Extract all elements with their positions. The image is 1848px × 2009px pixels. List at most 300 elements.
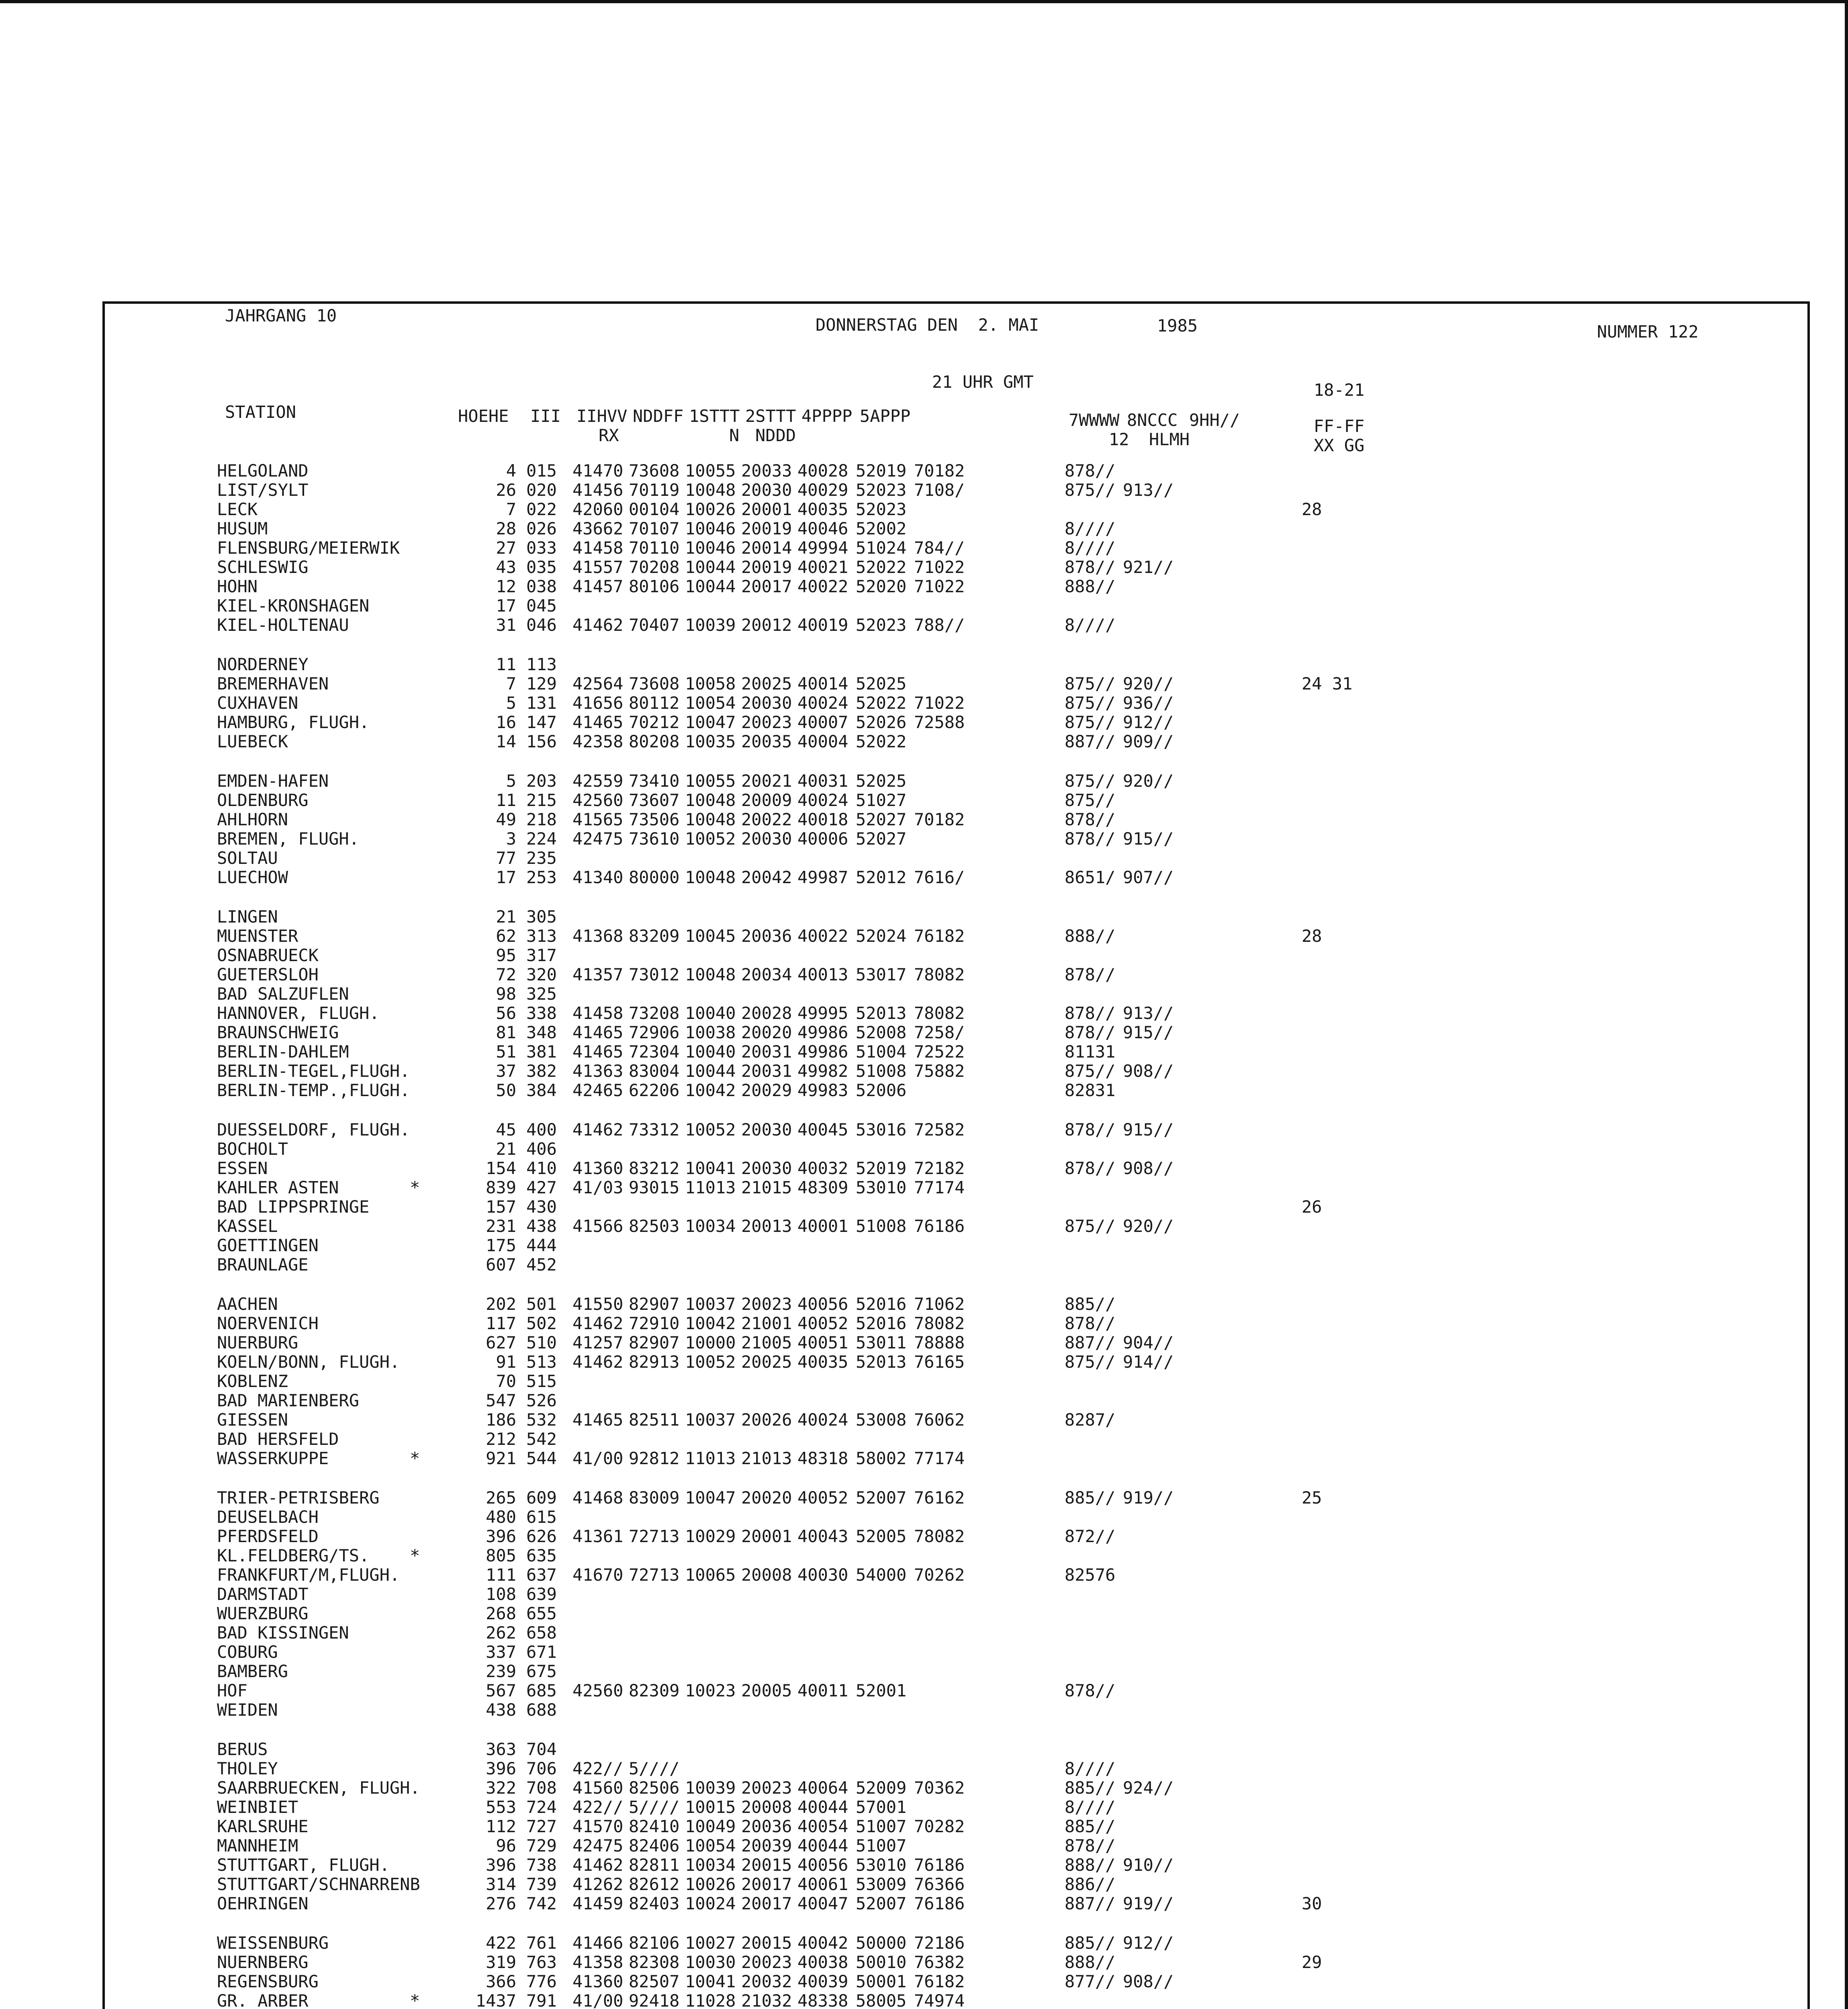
group-2sttt: 21032	[741, 1991, 792, 2009]
station-height: 186	[486, 1410, 516, 1430]
group-1sttt: 10042	[685, 1080, 736, 1100]
group-5appp: 52027	[856, 810, 907, 829]
group-8nccc: 885//	[1065, 1933, 1116, 1953]
table-row	[0, 868, 1848, 887]
group-4pppp: 40046	[797, 519, 848, 538]
group-5appp: 52001	[856, 1681, 907, 1700]
issue-number: NUMMER 122	[1597, 322, 1699, 342]
group-8nccc: 885//	[1065, 1817, 1116, 1836]
group-8nccc: 875//	[1065, 1216, 1116, 1236]
group-nddff: 5////	[629, 1797, 680, 1817]
station-index: 430	[526, 1197, 557, 1217]
group-nddff: 82507	[629, 1972, 680, 1991]
group-1sttt: 10037	[685, 1410, 736, 1430]
station-name: TRIER-PETRISBERG	[217, 1488, 380, 1508]
station-height: 5	[506, 771, 516, 791]
station-index: 035	[526, 557, 557, 577]
group-2sttt: 20042	[741, 867, 792, 887]
group-4pppp: 40032	[797, 1158, 848, 1178]
group-5appp: 52022	[856, 732, 907, 751]
group-nddff: 73607	[629, 790, 680, 810]
station-name: OLDENBURG	[217, 790, 309, 810]
station-name: KARLSRUHE	[217, 1817, 309, 1836]
group-5appp: 52013	[856, 1003, 907, 1023]
group-8nccc: 8////	[1065, 1797, 1116, 1817]
group-iihvv: 422//	[572, 1797, 623, 1817]
table-row	[0, 1623, 1848, 1643]
table-row	[0, 946, 1848, 965]
station-index: 501	[526, 1294, 557, 1314]
table-row	[0, 1933, 1848, 1953]
station-name: BREMEN, FLUGH.	[217, 829, 360, 849]
col-1sttt: 1STTT	[689, 406, 740, 426]
group-8nccc: 877//	[1065, 1972, 1116, 1991]
table-row	[0, 1391, 1848, 1410]
group-8nccc: 888//	[1065, 1952, 1116, 1972]
group-iihvv: 43662	[572, 519, 623, 538]
group-9hh: 914//	[1123, 1352, 1174, 1372]
group-iihvv: 41340	[572, 867, 623, 887]
group-1sttt: 10044	[685, 577, 736, 596]
station-height: 262	[486, 1623, 516, 1643]
group-nddff: 82811	[629, 1855, 680, 1875]
group-4pppp: 40052	[797, 1488, 848, 1508]
table-row	[0, 655, 1848, 674]
station-height: 12	[496, 577, 516, 596]
group-4pppp: 40007	[797, 712, 848, 732]
station-name: WEISSENBURG	[217, 1933, 329, 1953]
group-5appp: 58002	[856, 1448, 907, 1468]
table-row	[0, 791, 1848, 810]
station-index: 406	[526, 1139, 557, 1159]
station-index: 763	[526, 1952, 557, 1972]
mountain-station-mark: *	[410, 1991, 420, 2009]
group-8nccc: 885//	[1065, 1778, 1116, 1798]
group-7wwww: 78082	[914, 1313, 965, 1333]
station-index: 688	[526, 1700, 557, 1720]
group-iihvv: 41465	[572, 1023, 623, 1042]
station-height: 37	[496, 1061, 516, 1081]
table-row	[0, 1681, 1848, 1700]
group-2sttt: 20036	[741, 926, 792, 946]
col-7wwww: 7WWWW	[1069, 410, 1120, 430]
group-7wwww: 70262	[914, 1565, 965, 1585]
station-index: 452	[526, 1255, 557, 1275]
group-7wwww: 70282	[914, 1817, 965, 1836]
group-5appp: 52019	[856, 461, 907, 481]
station-name: NUERNBERG	[217, 1952, 309, 1972]
group-5appp: 52012	[856, 867, 907, 887]
station-index: 515	[526, 1371, 557, 1391]
station-name: NOERVENICH	[217, 1313, 319, 1333]
station-name: KOELN/BONN, FLUGH.	[217, 1352, 400, 1372]
group-4pppp: 40006	[797, 829, 848, 849]
group-1sttt: 10039	[685, 1778, 736, 1798]
group-8nccc: 8////	[1065, 1759, 1116, 1778]
group-8nccc: 875//	[1065, 712, 1116, 732]
group-7wwww: 74974	[914, 1991, 965, 2009]
group-8nccc: 878//	[1065, 557, 1116, 577]
station-index: 131	[526, 693, 557, 713]
station-height: 49	[496, 810, 516, 829]
group-nddff: 92418	[629, 1991, 680, 2009]
group-7wwww: 71022	[914, 577, 965, 596]
group-nddff: 82612	[629, 1874, 680, 1894]
group-nddff: 70110	[629, 538, 680, 558]
group-nddff: 72713	[629, 1526, 680, 1546]
group-8nccc: 878//	[1065, 810, 1116, 829]
group-4pppp: 40042	[797, 1933, 848, 1953]
group-2sttt: 20023	[741, 1778, 792, 1798]
station-height: 14	[496, 732, 516, 751]
group-2sttt: 20030	[741, 480, 792, 500]
group-8nccc: 878//	[1065, 1158, 1116, 1178]
table-row	[0, 1295, 1848, 1314]
station-index: 325	[526, 984, 557, 1004]
station-index: 526	[526, 1391, 557, 1410]
group-4pppp: 40013	[797, 965, 848, 984]
station-name: SCHLESWIG	[217, 557, 309, 577]
group-2sttt: 20026	[741, 1410, 792, 1430]
group-9hh: 920//	[1123, 771, 1174, 791]
table-row	[0, 519, 1848, 538]
station-name: SAARBRUECKEN, FLUGH.	[217, 1778, 420, 1798]
group-5appp: 52024	[856, 926, 907, 946]
group-1sttt: 11013	[685, 1448, 736, 1468]
station-name: WUERZBURG	[217, 1604, 309, 1623]
station-height: 314	[486, 1874, 516, 1894]
group-1sttt: 10015	[685, 1797, 736, 1817]
station-index: 609	[526, 1488, 557, 1508]
table-row	[0, 1759, 1848, 1778]
group-8nccc: 8287/	[1065, 1410, 1116, 1430]
table-row	[0, 1236, 1848, 1255]
group-5appp: 52016	[856, 1294, 907, 1314]
group-iihvv: 41458	[572, 1003, 623, 1023]
station-index: 026	[526, 519, 557, 538]
station-name: WEINBIET	[217, 1797, 298, 1817]
group-1sttt: 11013	[685, 1178, 736, 1197]
station-name: GR. ARBER	[217, 1991, 309, 2009]
station-height: 366	[486, 1972, 516, 1991]
group-nddff: 80106	[629, 577, 680, 596]
station-height: 268	[486, 1604, 516, 1623]
group-5appp: 52027	[856, 829, 907, 849]
station-index: 045	[526, 596, 557, 616]
table-row	[0, 1585, 1848, 1604]
station-name: GOETTINGEN	[217, 1236, 319, 1255]
group-7wwww: 78888	[914, 1333, 965, 1352]
extra-time-label: 18-21	[1314, 380, 1365, 400]
station-height: 322	[486, 1778, 516, 1798]
group-5appp: 52023	[856, 615, 907, 635]
group-9hh: 915//	[1123, 829, 1174, 849]
group-7wwww: 784//	[914, 538, 965, 558]
station-name: KL.FELDBERG/TS.	[217, 1546, 370, 1565]
station-index: 510	[526, 1333, 557, 1352]
group-4pppp: 48338	[797, 1991, 848, 2009]
station-index: 637	[526, 1565, 557, 1585]
group-1sttt: 10052	[685, 1352, 736, 1372]
table-row	[0, 1546, 1848, 1565]
table-row	[0, 927, 1848, 946]
group-5appp: 52008	[856, 1023, 907, 1042]
station-index: 382	[526, 1061, 557, 1081]
group-nddff: 73208	[629, 1003, 680, 1023]
group-nddff: 82511	[629, 1410, 680, 1430]
table-row	[0, 500, 1848, 519]
group-iihvv: 41565	[572, 810, 623, 829]
station-index: 655	[526, 1604, 557, 1623]
group-2sttt: 20005	[741, 1681, 792, 1700]
observation-time: 21 UHR GMT	[932, 372, 1034, 392]
group-1sttt: 10037	[685, 1294, 736, 1314]
group-7wwww: 76382	[914, 1952, 965, 1972]
table-row	[0, 1488, 1848, 1508]
group-4pppp: 40014	[797, 674, 848, 694]
group-nddff: 70208	[629, 557, 680, 577]
station-index: 639	[526, 1584, 557, 1604]
group-8nccc: 875//	[1065, 480, 1116, 500]
group-4pppp: 40039	[797, 1972, 848, 1991]
station-index: 253	[526, 867, 557, 887]
group-2sttt: 20014	[741, 538, 792, 558]
group-9hh: 910//	[1123, 1855, 1174, 1875]
col-2sttt-sub: NDDD	[755, 426, 796, 445]
group-1sttt: 10029	[685, 1526, 736, 1546]
group-5appp: 50000	[856, 1933, 907, 1953]
group-2sttt: 20017	[741, 1894, 792, 1913]
group-4pppp: 49986	[797, 1042, 848, 1062]
group-5appp: 51004	[856, 1042, 907, 1062]
group-4pppp: 40051	[797, 1333, 848, 1352]
station-height: 56	[496, 1003, 516, 1023]
group-5appp: 52025	[856, 674, 907, 694]
station-index: 203	[526, 771, 557, 791]
group-2sttt: 20030	[741, 693, 792, 713]
group-iihvv: 41/00	[572, 1991, 623, 2009]
group-nddff: 73608	[629, 674, 680, 694]
group-1sttt: 10065	[685, 1565, 736, 1585]
jahrgang-label: JAHRGANG 10	[225, 306, 337, 325]
group-5appp: 51024	[856, 538, 907, 558]
station-name: CUXHAVEN	[217, 693, 298, 713]
group-nddff: 72713	[629, 1565, 680, 1585]
group-1sttt: 10046	[685, 519, 736, 538]
station-height: 98	[496, 984, 516, 1004]
station-height: 396	[486, 1855, 516, 1875]
mountain-station-mark: *	[410, 1448, 420, 1468]
group-nddff: 72304	[629, 1042, 680, 1062]
group-ff-gg: 30	[1302, 1894, 1322, 1913]
group-4pppp: 40028	[797, 461, 848, 481]
station-index: 724	[526, 1797, 557, 1817]
group-1sttt: 10054	[685, 693, 736, 713]
group-5appp: 52026	[856, 712, 907, 732]
group-nddff: 73506	[629, 810, 680, 829]
station-height: 51	[496, 1042, 516, 1062]
group-1sttt: 10058	[685, 674, 736, 694]
station-height: 202	[486, 1294, 516, 1314]
group-7wwww: 75882	[914, 1061, 965, 1081]
table-row	[0, 1972, 1848, 1991]
station-name: LECK	[217, 499, 258, 519]
station-height: 108	[486, 1584, 516, 1604]
group-8nccc: 878//	[1065, 1003, 1116, 1023]
group-7wwww: 76182	[914, 926, 965, 946]
station-name: SOLTAU	[217, 848, 278, 868]
station-index: 400	[526, 1120, 557, 1140]
station-name: MUENSTER	[217, 926, 298, 946]
table-row	[0, 1700, 1848, 1720]
table-row	[0, 713, 1848, 732]
table-row	[0, 538, 1848, 558]
station-index: 338	[526, 1003, 557, 1023]
table-row	[0, 984, 1848, 1004]
group-8nccc: 878//	[1065, 1313, 1116, 1333]
group-1sttt: 11028	[685, 1991, 736, 2009]
group-9hh: 924//	[1123, 1778, 1174, 1798]
group-2sttt: 20030	[741, 1158, 792, 1178]
table-row	[0, 1875, 1848, 1894]
group-2sttt: 20031	[741, 1061, 792, 1081]
station-index: 147	[526, 712, 557, 732]
group-2sttt: 21013	[741, 1448, 792, 1468]
group-4pppp: 40019	[797, 615, 848, 635]
station-name: BERLIN-DAHLEM	[217, 1042, 349, 1062]
group-iihvv: 42465	[572, 1080, 623, 1100]
group-ff-gg: 28	[1302, 499, 1322, 519]
station-height: 31	[496, 615, 516, 635]
group-2sttt: 20036	[741, 1817, 792, 1836]
group-1sttt: 10054	[685, 1836, 736, 1856]
group-5appp: 53009	[856, 1874, 907, 1894]
col-2sttt: 2STTT	[745, 406, 796, 426]
station-height: 45	[496, 1120, 516, 1140]
group-4pppp: 40031	[797, 771, 848, 791]
group-2sttt: 21015	[741, 1178, 792, 1197]
station-index: 305	[526, 907, 557, 927]
table-row	[0, 1333, 1848, 1352]
group-8nccc: 82831	[1065, 1080, 1116, 1100]
station-height: 839	[486, 1178, 516, 1197]
table-row	[0, 1565, 1848, 1585]
group-1sttt: 10041	[685, 1158, 736, 1178]
table-row	[0, 1062, 1848, 1081]
group-8nccc: 872//	[1065, 1526, 1116, 1546]
station-height: 396	[486, 1759, 516, 1778]
group-nddff: 70119	[629, 480, 680, 500]
station-height: 95	[496, 945, 516, 965]
group-5appp: 52020	[856, 577, 907, 596]
group-iihvv: 42560	[572, 1681, 623, 1700]
group-iihvv: 41550	[572, 1294, 623, 1314]
group-5appp: 52016	[856, 1313, 907, 1333]
group-8nccc: 885//	[1065, 1488, 1116, 1508]
group-1sttt: 10041	[685, 1972, 736, 1991]
station-name: BERLIN-TEGEL,FLUGH.	[217, 1061, 410, 1081]
group-4pppp: 49995	[797, 1003, 848, 1023]
station-height: 1437	[475, 1991, 516, 2009]
group-8nccc: 887//	[1065, 1333, 1116, 1352]
group-4pppp: 40064	[797, 1778, 848, 1798]
group-nddff: 83212	[629, 1158, 680, 1178]
group-nddff: 73012	[629, 965, 680, 984]
station-height: 112	[486, 1817, 516, 1836]
station-index: 033	[526, 538, 557, 558]
station-height: 276	[486, 1894, 516, 1913]
station-name: LUEBECK	[217, 732, 288, 751]
group-2sttt: 20015	[741, 1855, 792, 1875]
table-row	[0, 1662, 1848, 1681]
station-height: 43	[496, 557, 516, 577]
group-2sttt: 20033	[741, 461, 792, 481]
group-2sttt: 20008	[741, 1565, 792, 1585]
station-index: 544	[526, 1448, 557, 1468]
station-name: KIEL-KRONSHAGEN	[217, 596, 370, 616]
station-index: 704	[526, 1739, 557, 1759]
group-iihvv: 41465	[572, 712, 623, 732]
group-8nccc: 878//	[1065, 1120, 1116, 1140]
group-4pppp: 49986	[797, 1023, 848, 1042]
group-iihvv: 422//	[572, 1759, 623, 1778]
station-index: 739	[526, 1874, 557, 1894]
table-row	[0, 461, 1848, 481]
group-8nccc: 885//	[1065, 1294, 1116, 1314]
group-5appp: 52002	[856, 519, 907, 538]
table-row	[0, 1604, 1848, 1623]
group-1sttt: 10047	[685, 712, 736, 732]
group-7wwww: 78082	[914, 965, 965, 984]
group-nddff: 80000	[629, 867, 680, 887]
station-index: 742	[526, 1894, 557, 1913]
group-ff-gg: 26	[1302, 1197, 1322, 1217]
station-height: 91	[496, 1352, 516, 1372]
group-iihvv: 41457	[572, 577, 623, 596]
group-4pppp: 40024	[797, 693, 848, 713]
station-height: 111	[486, 1565, 516, 1585]
group-8nccc: 8////	[1065, 519, 1116, 538]
group-2sttt: 20023	[741, 712, 792, 732]
group-9hh: 908//	[1123, 1061, 1174, 1081]
station-index: 046	[526, 615, 557, 635]
group-9hh: 921//	[1123, 557, 1174, 577]
group-4pppp: 40029	[797, 480, 848, 500]
station-name: BERUS	[217, 1739, 268, 1759]
table-row	[0, 1372, 1848, 1391]
group-nddff: 83009	[629, 1488, 680, 1508]
station-height: 212	[486, 1429, 516, 1449]
station-name: COBURG	[217, 1642, 278, 1662]
station-name: BAMBERG	[217, 1661, 288, 1681]
group-7wwww: 78082	[914, 1526, 965, 1546]
station-height: 175	[486, 1236, 516, 1255]
group-1sttt: 10034	[685, 1216, 736, 1236]
group-ff-gg: 28	[1302, 926, 1322, 946]
group-iihvv: 41368	[572, 926, 623, 946]
group-iihvv: 41570	[572, 1817, 623, 1836]
station-index: 513	[526, 1352, 557, 1372]
station-name: DEUSELBACH	[217, 1507, 319, 1527]
station-height: 3	[506, 829, 516, 849]
group-2sttt: 20021	[741, 771, 792, 791]
table-row	[0, 1894, 1848, 1913]
group-2sttt: 20009	[741, 790, 792, 810]
group-2sttt: 21001	[741, 1313, 792, 1333]
group-5appp: 51008	[856, 1216, 907, 1236]
group-iihvv: 41363	[572, 1061, 623, 1081]
group-9hh: 920//	[1123, 1216, 1174, 1236]
